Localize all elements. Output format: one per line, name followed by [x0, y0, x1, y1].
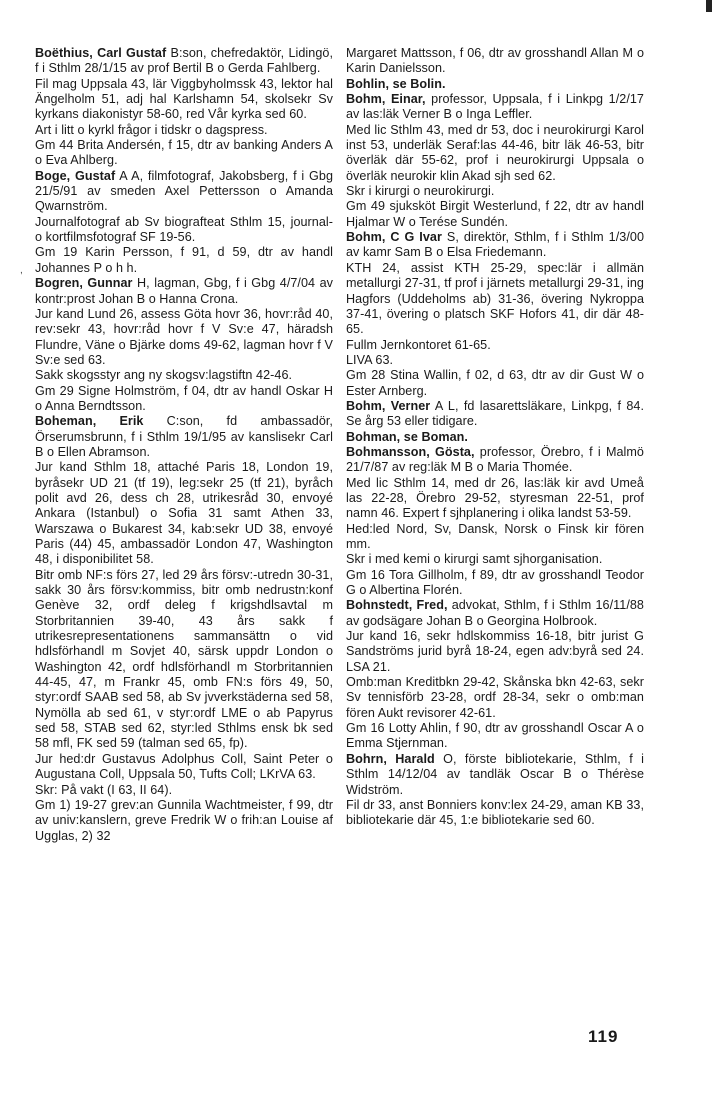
- entry-text: LIVA 63.: [346, 352, 394, 367]
- entry-text: professor, Örebro, f i Malmö 21/7/87 av reg:läk M B o Maria Thomée.: [346, 444, 644, 475]
- entry-text: professor, Uppsala, f i Linkpg 1/2/17 av las:läk Verner B o Inga Leffler.: [346, 92, 644, 122]
- entry-paragraph: [35, 276, 333, 307]
- entry-paragraph: [346, 368, 644, 399]
- biography-entry: [346, 46, 644, 77]
- entry-paragraph: [35, 46, 333, 77]
- entry-text: Art i litt o kyrkl frågor i tidskr o dagspress.: [35, 122, 268, 137]
- entry-text: A A, filmfotograf, Jakobsberg, f i Gbg 21/5/91 av smeden Axel Pettersson o Amanda Qwarnström.: [35, 168, 333, 214]
- entry-name: Bohmansson, Gösta,: [346, 444, 475, 459]
- entry-text: C:son, fd ambassadör, Örserumsbrunn, f i Sthlm 19/1/95 av kanslisekr Carl B o Ellen Abramson.: [35, 414, 333, 459]
- entry-text: Skr i med kemi o kirurgi samt sjhorganisation.: [346, 552, 603, 567]
- entry-paragraph: [346, 199, 644, 230]
- entry-text: Bitr omb NF:s förs 27, led 29 års försv:-utredn 30-31, sakk 30 års försv:kommiss, bitr omb nedrustn:konf Genève 32, ordf deleg f krigshdlsavtal m Storbritannien 39-40, 43 års sakk f utrikesrepresentationens sammansättn o vid hdlsförhandl m Sovjet 40, särsk uppdr London o Washington 42, ordf hdlsförhandl m Storbritannien 44-45, 47, m Frankr 45, omb FN:s förs 49, 50, styr:ordf SAAB sed 58, ab Sv jvverkstäderna sed 58, Nymölla ab sed 61, v styr:ordf LME o ab Papyrus sed 58, STAB sed 62, styr:led Sthlms ensk bk sed 58 mfl, FK sed 59 (talman sed 65, fp).: [35, 567, 333, 751]
- entry-paragraph: [346, 261, 644, 338]
- entry-paragraph: [346, 798, 644, 829]
- entry-paragraph: [35, 77, 333, 123]
- entry-text: Gm 44 Brita Andersén, f 15, dtr av banking Anders A o Eva Ahlberg.: [35, 138, 333, 168]
- entry-paragraph: [346, 445, 644, 476]
- entry-paragraph: [35, 368, 333, 383]
- entry-paragraph: [346, 675, 644, 721]
- entry-text: Gm 19 Karin Persson, f 91, d 59, dtr av handl Johannes P o h h.: [35, 245, 333, 275]
- entry-text: Jur kand Sthlm 18, attaché Paris 18, London 19, byråsekr UD 21 (tf 19), leg:sekr 25 (tf 21), byråch polit avd 26, dess ch 28, utrikesråd 30, envoyé Ankara (Istanbul) o Sofia 31 samt Athen 33, Warszawa o Bukarest 34, kab:sekr UD 38, envoyé Paris (44) 45, ambassadör London 47, Washington 48, i disponibilitet 58.: [35, 460, 333, 567]
- entry-paragraph: [346, 338, 644, 353]
- biography-entry: [346, 230, 644, 399]
- entry-text: Med lic Sthlm 43, med dr 53, doc i neurokirurgi Karol inst 53, underläk Seraf:las 44-46, bitr läk 46-53, bitr överläk där 55-62, prof i neurokirurgi Uppsala o överläk neurokir klin Akad sjh sed 62.: [346, 122, 644, 183]
- page-number: 119: [588, 1027, 619, 1046]
- entry-text: KTH 24, assist KTH 25-29, spec:lär i allmän metallurgi 27-31, tf prof i järnets metallurgi 29-31, ing Hagfors (Uddeholms ab) 31-36, övering Nykroppa 37-41, övering o platsch SKF Hofors 41, dir där 48-65.: [346, 260, 644, 337]
- entry-paragraph: [346, 123, 644, 184]
- entry-paragraph: [35, 414, 333, 460]
- entry-paragraph: [35, 123, 333, 138]
- entry-paragraph: [35, 460, 333, 567]
- entry-text: Journalfotograf ab Sv biografteat Sthlm 15, journal- o kortfilmsfotograf SF 19-56.: [35, 214, 333, 245]
- biography-entry: [346, 430, 644, 445]
- entry-paragraph: [35, 169, 333, 215]
- entry-text: Gm 28 Stina Wallin, f 02, d 63, dtr av dir Gust W o Ester Arnberg.: [346, 368, 644, 398]
- page-edge-mark: [706, 0, 712, 12]
- entry-text: Gm 49 sjuksköt Birgit Westerlund, f 22, dtr av handl Hjalmar W o Terése Sundén.: [346, 199, 644, 229]
- biography-entry: [346, 77, 644, 92]
- right-column: [346, 46, 644, 829]
- entry-paragraph: [35, 215, 333, 246]
- entry-paragraph: [35, 138, 333, 169]
- entry-paragraph: [346, 568, 644, 599]
- biography-entry: [35, 46, 333, 169]
- biography-entry: [35, 169, 333, 276]
- entry-text: Hed:led Nord, Sv, Dansk, Norsk o Finsk kir fören mm.: [346, 521, 644, 551]
- entry-paragraph: [346, 752, 644, 798]
- biography-entry: [346, 399, 644, 430]
- entry-text: Margaret Mattsson, f 06, dtr av grosshandl Allan M o Karin Danielsson.: [346, 46, 644, 76]
- biography-entry: [346, 752, 644, 829]
- left-column: [35, 46, 333, 844]
- entry-name: Boheman, Erik: [35, 414, 144, 429]
- biography-entry: [35, 414, 333, 844]
- biography-entry: [346, 92, 644, 230]
- entry-text: Fil dr 33, anst Bonniers konv:lex 24-29, aman KB 33, bibliotekarie där 45, 1:e bibliotekarie sed 60.: [346, 797, 644, 828]
- entry-text: Med lic Sthlm 14, med dr 26, las:läk kir avd Umeå las 22-28, Örebro 29-52, styresman 22-51, prof namn 46. Expert f sjhplanering i olika landst 53-59.: [346, 475, 644, 521]
- entry-name: Bohm, Einar,: [346, 92, 426, 107]
- entry-name: Boëthius, Carl Gustaf: [35, 46, 167, 60]
- entry-paragraph: [346, 353, 644, 368]
- entry-text: S, direktör, Sthlm, f i Sthlm 1/3/00 av kamr Sam B o Elsa Friedemann.: [346, 230, 644, 260]
- entry-text: A L, fd lasarettsläkare, Linkpg, f 84. Se årg 53 eller tidigare.: [346, 398, 644, 429]
- entry-paragraph: [346, 92, 644, 123]
- entry-text: Fullm Jernkontoret 61-65.: [346, 337, 491, 352]
- entry-text: Fil mag Uppsala 43, lär Viggbyholmssk 43, lektor hal Ängelholm 51, adj hal Karlshamn 54, skolsekr Sv kyrkans diakonistyr 58-60, red Vår kyrka sed 60.: [35, 76, 333, 122]
- entry-paragraph: [346, 522, 644, 553]
- entry-paragraph: [346, 721, 644, 752]
- entry-paragraph: [35, 783, 333, 798]
- entry-text: Jur hed:dr Gustavus Adolphus Coll, Saint Peter o Augustana Coll, Uppsala 50, Tufts Coll; LKrVA 63.: [35, 751, 333, 782]
- entry-name: Bohm, Verner: [346, 398, 431, 413]
- entry-paragraph: [35, 568, 333, 752]
- entry-text: H, lagman, Gbg, f i Gbg 4/7/04 av kontr:prost Johan B o Hanna Crona.: [35, 276, 333, 306]
- entry-text: Gm 16 Lotty Ahlin, f 90, dtr av grosshandl Oscar A o Emma Stjernman.: [346, 721, 644, 751]
- entry-paragraph: [35, 752, 333, 783]
- entry-text: O, förste bibliotekarie, Sthlm, f i Sthlm 14/12/04 av tandläk Oscar B o Thérèse Widström.: [346, 751, 644, 797]
- entry-text: Jur kand Lund 26, assess Göta hovr 36, hovr:råd 40, rev:sekr 43, hovr:råd hovr f V Sv:e 47, häradsh Flundre, Väne o Bjärke doms 49-62, lagman hovr f V Sv:e sed 63.: [35, 306, 333, 367]
- entry-name: Bogren, Gunnar: [35, 276, 133, 291]
- entry-text: Gm 1) 19-27 grev:an Gunnila Wachtmeister, f 99, dtr av univ:kanslern, greve Fredrik W o frih:an Louise af Ugglas, 2) 32: [35, 797, 333, 843]
- entry-paragraph: [346, 184, 644, 199]
- entry-text: Omb:man Kreditbkn 29-42, Skånska bkn 42-63, sekr Sv tennisförb 23-28, ordf 28-34, sekr o omb:man fören Aukt revisorer 42-61.: [346, 675, 644, 720]
- entry-text: Skr: På vakt (I 63, II 64).: [35, 782, 173, 797]
- biography-entry: [346, 445, 644, 598]
- entry-text: Sakk skogsstyr ang ny skogsv:lagstiftn 42-46.: [35, 368, 293, 383]
- entry-text: advokat, Sthlm, f i Sthlm 16/11/88 av godsägare Johan B o Georgina Holbrook.: [346, 598, 644, 628]
- entry-paragraph: [346, 399, 644, 430]
- margin-mark: ,: [20, 265, 23, 276]
- entry-name: Bohman,: [346, 429, 401, 444]
- entry-name: Bohnstedt, Fred,: [346, 598, 448, 613]
- entry-text: B:son, chefredaktör, Lidingö, f i Sthlm 28/1/15 av prof Bertil B o Gerda Fahlberg.: [35, 46, 333, 76]
- entry-name: Boge, Gustaf: [35, 168, 116, 183]
- entry-paragraph: [346, 77, 644, 92]
- entry-text: Skr i kirurgi o neurokirurgi.: [346, 184, 495, 199]
- entry-paragraph: [346, 552, 644, 567]
- entry-name: Bohm, C G Ivar: [346, 230, 442, 245]
- entry-text: se Bolin.: [392, 76, 446, 91]
- entry-text: se Boman.: [403, 429, 468, 444]
- entry-paragraph: [346, 46, 644, 77]
- entry-text: Gm 16 Tora Gillholm, f 89, dtr av grosshandl Teodor G o Albertina Florén.: [346, 567, 644, 598]
- entry-paragraph: [346, 629, 644, 675]
- entry-text: Jur kand 16, sekr hdlskommiss 16-18, bitr jurist G Sandströms jurid byrå 18-24, egen adv:byrå sed 24. LSA 21.: [346, 629, 644, 674]
- entry-paragraph: [346, 598, 644, 629]
- entry-paragraph: [346, 430, 644, 445]
- entry-paragraph: [346, 476, 644, 522]
- entry-paragraph: [35, 384, 333, 415]
- entry-paragraph: [35, 307, 333, 368]
- entry-paragraph: [35, 245, 333, 276]
- entry-paragraph: [346, 230, 644, 261]
- biography-entry: [346, 598, 644, 751]
- entry-name: Bohlin,: [346, 76, 390, 91]
- biography-entry: [35, 276, 333, 414]
- entry-paragraph: [35, 798, 333, 844]
- entry-name: Bohrn, Harald: [346, 751, 435, 766]
- entry-text: Gm 29 Signe Holmström, f 04, dtr av handl Oskar H o Anna Berndtsson.: [35, 383, 333, 413]
